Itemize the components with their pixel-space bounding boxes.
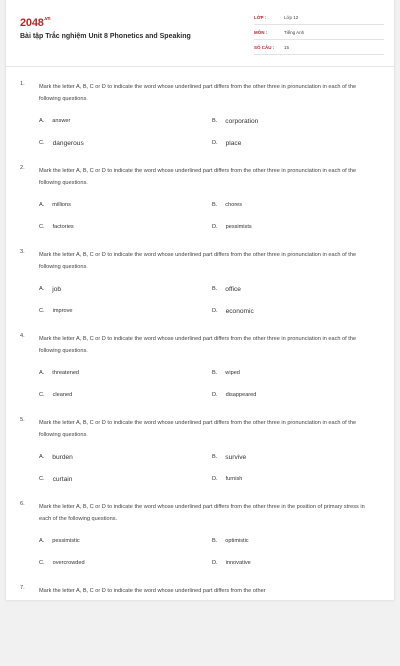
question-number: 5. [20,417,25,423]
option-letter: C. [39,392,45,398]
option-word: cleaned [52,392,73,398]
question-item [6,162,394,246]
option-c[interactable] [39,308,73,314]
question-text: Mark the letter A, B, C or D to indicate the word whose underlined part differs from the other [39,588,266,594]
option-letter: D. [212,308,218,314]
option-word: burden [52,454,73,461]
option-word: optimistic [225,538,249,544]
option-word: furnish [225,476,243,482]
question-number: 6. [20,501,25,507]
option-word: answer [52,118,71,124]
option-d[interactable] [212,224,252,230]
meta-key: LỚP : [254,15,267,20]
option-d[interactable] [212,140,241,147]
logo-text: 2048 [20,17,44,29]
option-letter: D. [212,224,218,230]
option-c[interactable] [39,392,72,398]
option-a[interactable] [39,118,70,124]
option-a[interactable] [39,286,61,293]
option-letter: A. [39,286,45,292]
option-word: innovative [225,560,251,566]
option-d[interactable] [212,308,254,315]
meta-row-count [254,40,384,55]
option-letter: B. [212,286,218,292]
option-letter: C. [39,560,45,566]
meta-value: Lớp 12 [284,15,299,20]
option-letter: D. [212,476,218,482]
page-title: Bài tập Trắc nghiệm Unit 8 Phonetics and Speaking [20,33,191,40]
option-a[interactable] [39,454,73,461]
site-logo[interactable] [20,17,50,29]
option-word: overcrowded [52,560,85,566]
meta-row-class [254,10,384,25]
option-d[interactable] [212,392,256,398]
option-b[interactable] [212,538,249,544]
option-word: improve [52,308,73,314]
question-text: Mark the letter A, B, C or D to indicate the word whose underlined part differs from the other three in pronunciation in each of the following questions. [39,168,357,186]
option-letter: B. [212,538,218,544]
option-word: curtain [52,476,73,483]
option-b[interactable] [212,454,246,461]
option-word: factories [52,224,74,230]
meta-key: MÔN : [254,30,268,35]
option-word: dangerous [52,140,84,147]
worksheet-page [6,0,394,600]
option-letter: A. [39,370,45,376]
question-number: 7. [20,585,25,591]
option-word: job [52,286,62,293]
meta-value: Tiếng Anh [284,30,305,35]
option-word: threatened [52,370,80,376]
logo-suffix: .vn [43,16,51,22]
option-letter: C. [39,140,45,146]
option-letter: A. [39,538,45,544]
option-letter: A. [39,202,45,208]
option-word: place [225,140,242,147]
option-word: pessimists [225,224,252,230]
option-letter: C. [39,476,45,482]
question-text: Mark the letter A, B, C or D to indicate the word whose underlined part differs from the other three in pronunciation in each of the following questions. [39,252,357,270]
option-b[interactable] [212,370,240,376]
option-b[interactable] [212,202,242,208]
question-list [6,78,394,666]
question-item [6,414,394,498]
option-letter: D. [212,560,218,566]
question-number: 2. [20,165,25,171]
option-letter: C. [39,308,45,314]
meta-value: 15 [284,45,290,50]
worksheet-header [6,0,394,66]
option-letter: B. [212,454,218,460]
option-c[interactable] [39,476,72,483]
option-word: office [225,286,241,293]
option-word: corporation [225,118,259,125]
option-a[interactable] [39,370,79,376]
option-letter: B. [212,370,218,376]
option-c[interactable] [39,560,85,566]
meta-key: SỐ CÂU : [254,45,275,50]
option-a[interactable] [39,538,80,544]
option-b[interactable] [212,286,241,293]
option-b[interactable] [212,118,258,125]
option-letter: A. [39,118,45,124]
option-letter: D. [212,392,218,398]
option-word: disappeared [225,392,257,398]
option-letter: B. [212,118,218,124]
question-text: Mark the letter A, B, C or D to indicate the word whose underlined part differs from the other three in the position of primary stress in each of the following questions. [39,504,365,522]
header-divider [6,66,394,67]
question-item [6,330,394,414]
option-c[interactable] [39,140,84,147]
question-item [6,78,394,162]
option-letter: D. [212,140,218,146]
question-text: Mark the letter A, B, C or D to indicate the word whose underlined part differs from the other three in pronunciation in each of the following questions. [39,420,357,438]
option-d[interactable] [212,476,242,482]
meta-row-subject [254,25,384,40]
option-letter: B. [212,202,218,208]
question-text: Mark the letter A, B, C or D to indicate the word whose underlined part differs from the other three in pronunciation in each of the following questions. [39,336,357,354]
option-letter: A. [39,454,45,460]
question-item [6,582,394,666]
question-text: Mark the letter A, B, C or D to indicate the word whose underlined part differs from the other three in pronunciation in each of the following questions. [39,84,357,102]
option-word: chores [225,202,243,208]
question-item [6,246,394,330]
option-word: wiped [225,370,240,376]
question-item [6,498,394,582]
option-word: pessimistic [52,538,80,544]
option-word: millions [52,202,71,208]
question-number: 1. [20,81,25,87]
option-d[interactable] [212,560,251,566]
option-word: economic [225,308,254,315]
question-number: 4. [20,333,25,339]
option-letter: C. [39,224,45,230]
option-word: survive [225,454,247,461]
option-c[interactable] [39,224,74,230]
question-number: 3. [20,249,25,255]
option-a[interactable] [39,202,71,208]
